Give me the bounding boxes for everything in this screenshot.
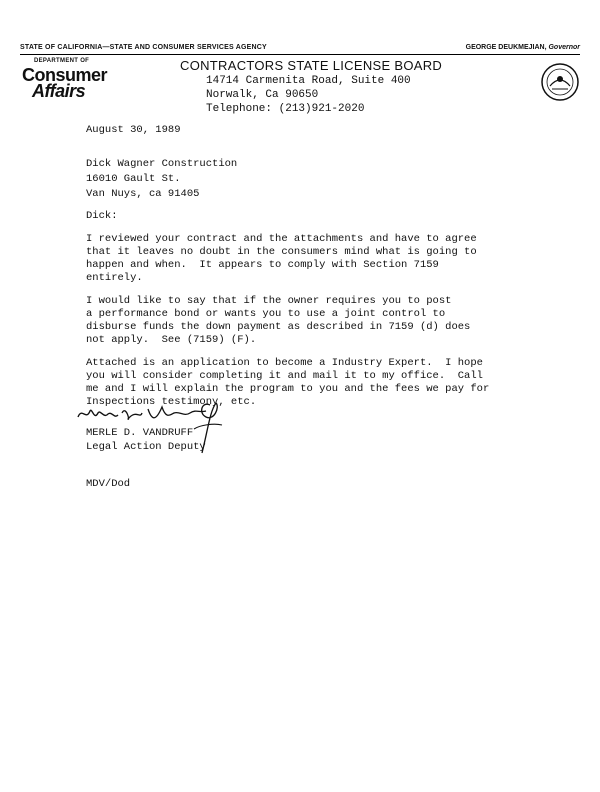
state-seal-icon (540, 62, 580, 102)
salutation: Dick: (86, 210, 118, 222)
letterhead-rule (20, 54, 580, 55)
governor-title: Governor (548, 44, 580, 51)
signer-title: Legal Action Deputy (86, 441, 206, 453)
paragraph-line: a performance bond or wants you to use a joint control to (86, 308, 446, 320)
recipient-line: Dick Wagner Construction (86, 158, 238, 170)
paragraph-line: entirely. (86, 272, 143, 284)
logo-line-1: Consumer (22, 65, 108, 85)
recipient-line: 16010 Gault St. (86, 173, 181, 185)
letter-date: August 30, 1989 (86, 124, 181, 136)
paragraph-line: not apply. See (7159) (F). (86, 334, 257, 346)
logo-line-2: Affairs (32, 81, 86, 101)
agency-line: STATE OF CALIFORNIA—STATE AND CONSUMER SERVICES AGENCY (20, 44, 267, 51)
governor-line (466, 44, 580, 51)
paragraph-line: happen and when. It appears to comply with Section 7159 (86, 259, 439, 271)
paragraph-line: Attached is an application to become a Industry Expert. I hope (86, 357, 483, 369)
paragraph-line: you will consider completing it and mail it to my office. Call (86, 370, 483, 382)
paragraph-line: I would like to say that if the owner requires you to post (86, 295, 452, 307)
governor-name: GEORGE DEUKMEJIAN, (465, 44, 547, 51)
board-address (206, 74, 411, 116)
address-line-1: 14714 Carmenita Road, Suite 400 (206, 75, 411, 87)
initials: MDV/Dod (86, 478, 131, 490)
paragraph-line: disburse funds the down payment as described in 7159 (d) does (86, 321, 471, 333)
handwritten-signature (70, 399, 230, 459)
paragraph-line: Inspections testimony, etc. (86, 396, 257, 408)
paragraph-line: that it leaves no doubt in the consumers mind what is going to (86, 246, 477, 258)
board-name: CONTRACTORS STATE LICENSE BOARD (180, 58, 443, 73)
paragraph-line: I reviewed your contract and the attachments and have to agree (86, 233, 477, 245)
address-line-2: Norwalk, Ca 90650 (206, 89, 319, 101)
consumer-affairs-logo (22, 58, 132, 104)
logo-department: DEPARTMENT OF (34, 58, 90, 64)
telephone: Telephone: (213)921-2020 (206, 103, 365, 115)
recipient-line: Van Nuys, ca 91405 (86, 188, 200, 200)
paragraph-line: me and I will explain the program to you and the fees we pay for (86, 383, 490, 395)
signer-name: MERLE D. VANDRUFF (86, 427, 194, 439)
